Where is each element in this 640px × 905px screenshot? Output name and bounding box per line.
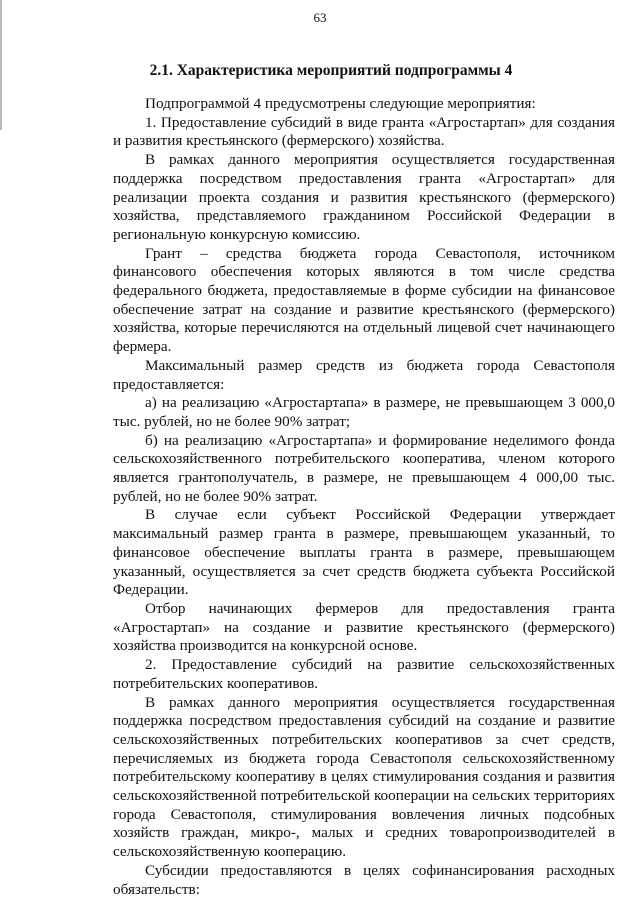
- paragraph-grant-definition: Грант – средства бюджета города Севастополя, источником финансового обеспечения которых являются в том числе средства федерального бюджета, предоставляемые в форме субсидии на финансовое обеспечение затрат на создание и развитие крестьянского (фермерского) хозяйства, которые перечисляются на отдельный лицевой счет начинающего фермера.: [113, 244, 615, 356]
- paragraph-item-1-description: В рамках данного мероприятия осуществляется государственная поддержка посредством предоставления гранта «Агростартап» для реализации проекта создания и развития крестьянского (фермерского) хозяйства, представляемого гражданином Российской Федерации в региональную конкурсную комиссию.: [113, 151, 615, 243]
- paragraph-subject-excess: В случае если субъект Российской Федерации утверждает максимальный размер гранта в размере, превышающем указанный, то финансовое обеспечение выплаты гранта в размере, превышающем указанный, осуществляется за счет средств бюджета субъекта Российской Федерации.: [113, 506, 615, 599]
- paragraph-intro: Подпрограммой 4 предусмотрены следующие мероприятия:: [145, 95, 536, 112]
- body-text: [113, 95, 615, 899]
- page-number: 63: [313, 10, 327, 25]
- paragraph-option-a: а) на реализацию «Агростартапа» в размере, не превышающем 3 000,0 тыс. рублей, но не более 90% затрат;: [113, 394, 615, 430]
- paragraph-item-2: 2. Предоставление субсидий на развитие сельскохозяйственных потребительских кооперативов.: [113, 656, 615, 692]
- paragraph-subsidies-purpose: Субсидии предоставляются в целях софинансирования расходных обязательств:: [113, 861, 615, 898]
- paragraph-selection: Отбор начинающих фермеров для предоставления гранта «Агростартап» на создание и развитие крестьянского (фермерского) хозяйства производится на конкурсной основе.: [113, 599, 615, 655]
- paragraph-max-amount: Максимальный размер средств из бюджета города Севастополя предоставляется:: [113, 356, 615, 393]
- section-heading: 2.1. Характеристика мероприятий подпрограммы 4: [149, 62, 513, 79]
- paragraph-option-b: б) на реализацию «Агростартапа» и формирование неделимого фонда сельскохозяйственного потребительского кооператива, членом которого является грантополучатель, в размере, не превышающем 4 000,00 тыс. рублей, но не более 90% затрат.: [113, 431, 615, 505]
- paragraph-item-2-description: В рамках данного мероприятия осуществляется государственная поддержка посредством предоставления субсидий на создание и развитие сельскохозяйственных потребительских кооперативов за счет средств, перечисляемых из бюджета города Севастополя сельскохозяйственному потребительскому кооперативу в целях стимулирования создания и развития сельскохозяйственной потребительской кооперации на сельских территориях города Севастополя, стимулирования вовлечения личных подсобных хозяйств граждан, микро-, малых и средних товаропроизводителей в сельскохозяйственную кооперацию.: [113, 693, 615, 861]
- paragraph-item-1: 1. Предоставление субсидий в виде гранта «Агростартап» для создания и развития крестьянского (фермерского) хозяйства.: [113, 113, 615, 150]
